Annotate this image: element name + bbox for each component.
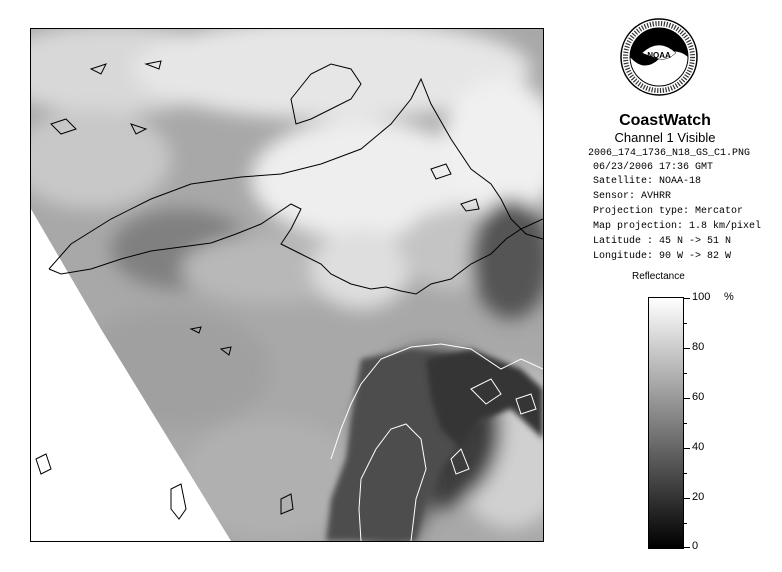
satellite: Satellite: NOAA-18: [593, 176, 702, 187]
colorbar-tick: [684, 498, 690, 499]
colorbar-label-80: 80: [692, 341, 705, 353]
colorbar-title: Reflectance: [632, 271, 685, 282]
colorbar-unit: %: [724, 291, 734, 303]
logo-text: NOAA: [647, 51, 671, 60]
sensor: Sensor: AVHRR: [593, 191, 672, 202]
colorbar-tick: [684, 398, 690, 399]
colorbar-tick: [684, 298, 690, 299]
colorbar-minor-tick: [684, 523, 687, 524]
colorbar-minor-tick: [684, 373, 687, 374]
colorbar-label-40: 40: [692, 441, 705, 453]
map-image: [31, 29, 543, 541]
colorbar-tick: [684, 348, 690, 349]
projection-type: Projection type: Mercator: [593, 206, 744, 217]
colorbar-tick: [684, 547, 690, 548]
datetime: 06/23/2006 17:36 GMT: [593, 162, 714, 173]
app-title: CoastWatch: [619, 112, 711, 129]
file-name: 2006_174_1736_N18_GS_C1.PNG: [587, 148, 751, 159]
satellite-map[interactable]: [30, 28, 544, 542]
noaa-logo-icon: [619, 17, 699, 107]
colorbar-minor-tick: [684, 423, 687, 424]
channel-label: Channel 1 Visible: [614, 130, 716, 145]
colorbar-tick: [684, 448, 690, 449]
colorbar-minor-tick: [684, 473, 687, 474]
colorbar-label-20: 20: [692, 491, 705, 503]
map-projection: Map projection: 1.8 km/pixel: [593, 221, 762, 232]
colorbar: [648, 297, 684, 549]
latitude-range: Latitude : 45 N -> 51 N: [593, 236, 732, 247]
colorbar-minor-tick: [684, 323, 687, 324]
longitude-range: Longitude: 90 W -> 82 W: [593, 251, 732, 262]
colorbar-label-60: 60: [692, 391, 705, 403]
colorbar-label-0: 0: [692, 540, 699, 552]
colorbar-label-100: 100: [692, 291, 711, 303]
